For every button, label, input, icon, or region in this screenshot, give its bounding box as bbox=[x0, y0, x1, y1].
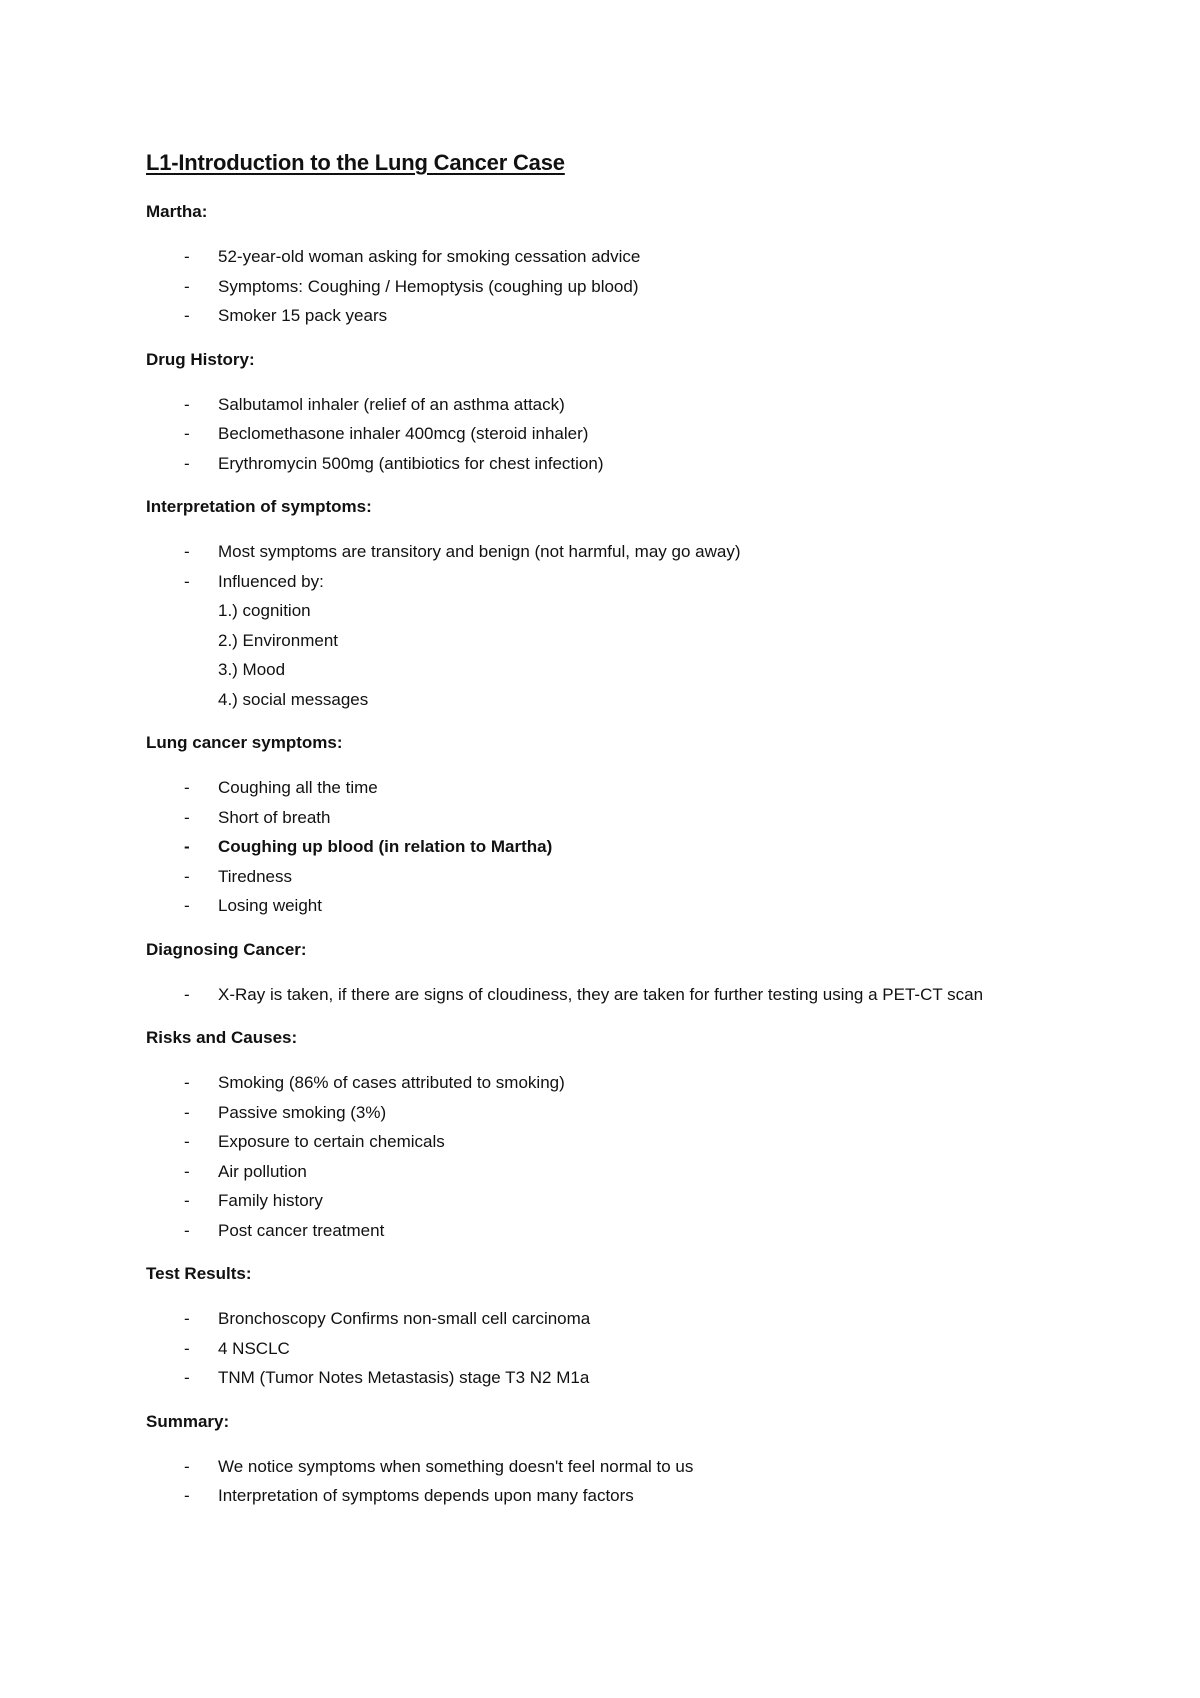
section-heading: Diagnosing Cancer: bbox=[146, 939, 307, 959]
list-item: - Influenced by: bbox=[146, 567, 1066, 597]
list-item: - Exposure to certain chemicals bbox=[146, 1127, 1066, 1157]
bullet-list bbox=[146, 1452, 1066, 1511]
list-item: - Erythromycin 500mg (antibiotics for chest infection) bbox=[146, 449, 1066, 479]
list-item: - Coughing all the time bbox=[146, 773, 1066, 803]
bullet-list bbox=[146, 773, 1066, 921]
list-item: - Air pollution bbox=[146, 1157, 1066, 1187]
section-martha bbox=[146, 200, 1066, 331]
section-heading: Risks and Causes: bbox=[146, 1028, 298, 1047]
section-diagnosing-cancer bbox=[146, 938, 1066, 1010]
section-drug-history bbox=[146, 348, 1066, 479]
list-item: - We notice symptoms when something doesn't feel normal to us bbox=[146, 1452, 1066, 1482]
sub-list-item: 4.) social messages bbox=[218, 689, 369, 709]
section-risks-and-causes bbox=[146, 1026, 1066, 1245]
list-item: - Bronchoscopy Confirms non-small cell carcinoma bbox=[146, 1304, 1066, 1334]
section-heading: Lung cancer symptoms: bbox=[146, 733, 343, 752]
list-item: - Interpretation of symptoms depends upon many factors bbox=[146, 1481, 1066, 1511]
document-title: L1-Introduction to the Lung Cancer Case bbox=[146, 150, 565, 175]
bullet-list bbox=[146, 1304, 1066, 1393]
bullet-list bbox=[146, 242, 1066, 331]
sub-list-item: 1.) cognition bbox=[218, 601, 311, 620]
list-item: - Smoking (86% of cases attributed to smoking) bbox=[146, 1068, 1066, 1098]
sub-list-item: 2.) Environment bbox=[218, 630, 338, 650]
bullet-list bbox=[146, 980, 1066, 1010]
section-test-results bbox=[146, 1262, 1066, 1393]
list-item: - Post cancer treatment bbox=[146, 1216, 1066, 1246]
list-item: - Salbutamol inhaler (relief of an asthma attack) bbox=[146, 390, 1066, 420]
list-item: - TNM (Tumor Notes Metastasis) stage T3 N2 M1a bbox=[146, 1363, 1066, 1393]
document-content bbox=[146, 148, 1066, 1528]
section-heading: Summary: bbox=[146, 1411, 230, 1431]
numbered-sub-list bbox=[146, 596, 1066, 714]
sub-list-item: 3.) Mood bbox=[218, 660, 286, 679]
section-heading: Interpretation of symptoms: bbox=[146, 497, 372, 516]
bullet-list bbox=[146, 537, 1066, 596]
list-item: - Smoker 15 pack years bbox=[146, 301, 1066, 331]
list-item: - X-Ray is taken, if there are signs of cloudiness, they are taken for further testing using a PET-CT scan bbox=[146, 980, 998, 1010]
list-item: - Symptoms: Coughing / Hemoptysis (coughing up blood) bbox=[146, 272, 1066, 302]
section-interpretation bbox=[146, 495, 1066, 714]
list-item: - Beclomethasone inhaler 400mcg (steroid inhaler) bbox=[146, 419, 1066, 449]
section-heading: Martha: bbox=[146, 202, 208, 221]
list-item: - Losing weight bbox=[146, 891, 1066, 921]
bullet-list bbox=[146, 390, 1066, 479]
list-item: - Most symptoms are transitory and benign (not harmful, may go away) bbox=[146, 537, 1066, 567]
bullet-list bbox=[146, 1068, 1066, 1245]
list-item: - Passive smoking (3%) bbox=[146, 1098, 1066, 1128]
list-item: - Tiredness bbox=[146, 862, 1066, 892]
list-item: - 52-year-old woman asking for smoking cessation advice bbox=[146, 242, 1066, 272]
list-item-emphasized: - Coughing up blood (in relation to Martha) bbox=[146, 832, 1066, 862]
section-heading: Drug History: bbox=[146, 349, 255, 369]
list-item: - Short of breath bbox=[146, 803, 1066, 833]
section-heading: Test Results: bbox=[146, 1264, 252, 1283]
section-lung-cancer-symptoms bbox=[146, 731, 1066, 921]
list-item: - 4 NSCLC bbox=[146, 1334, 1066, 1364]
section-summary bbox=[146, 1410, 1066, 1511]
list-item: - Family history bbox=[146, 1186, 1066, 1216]
